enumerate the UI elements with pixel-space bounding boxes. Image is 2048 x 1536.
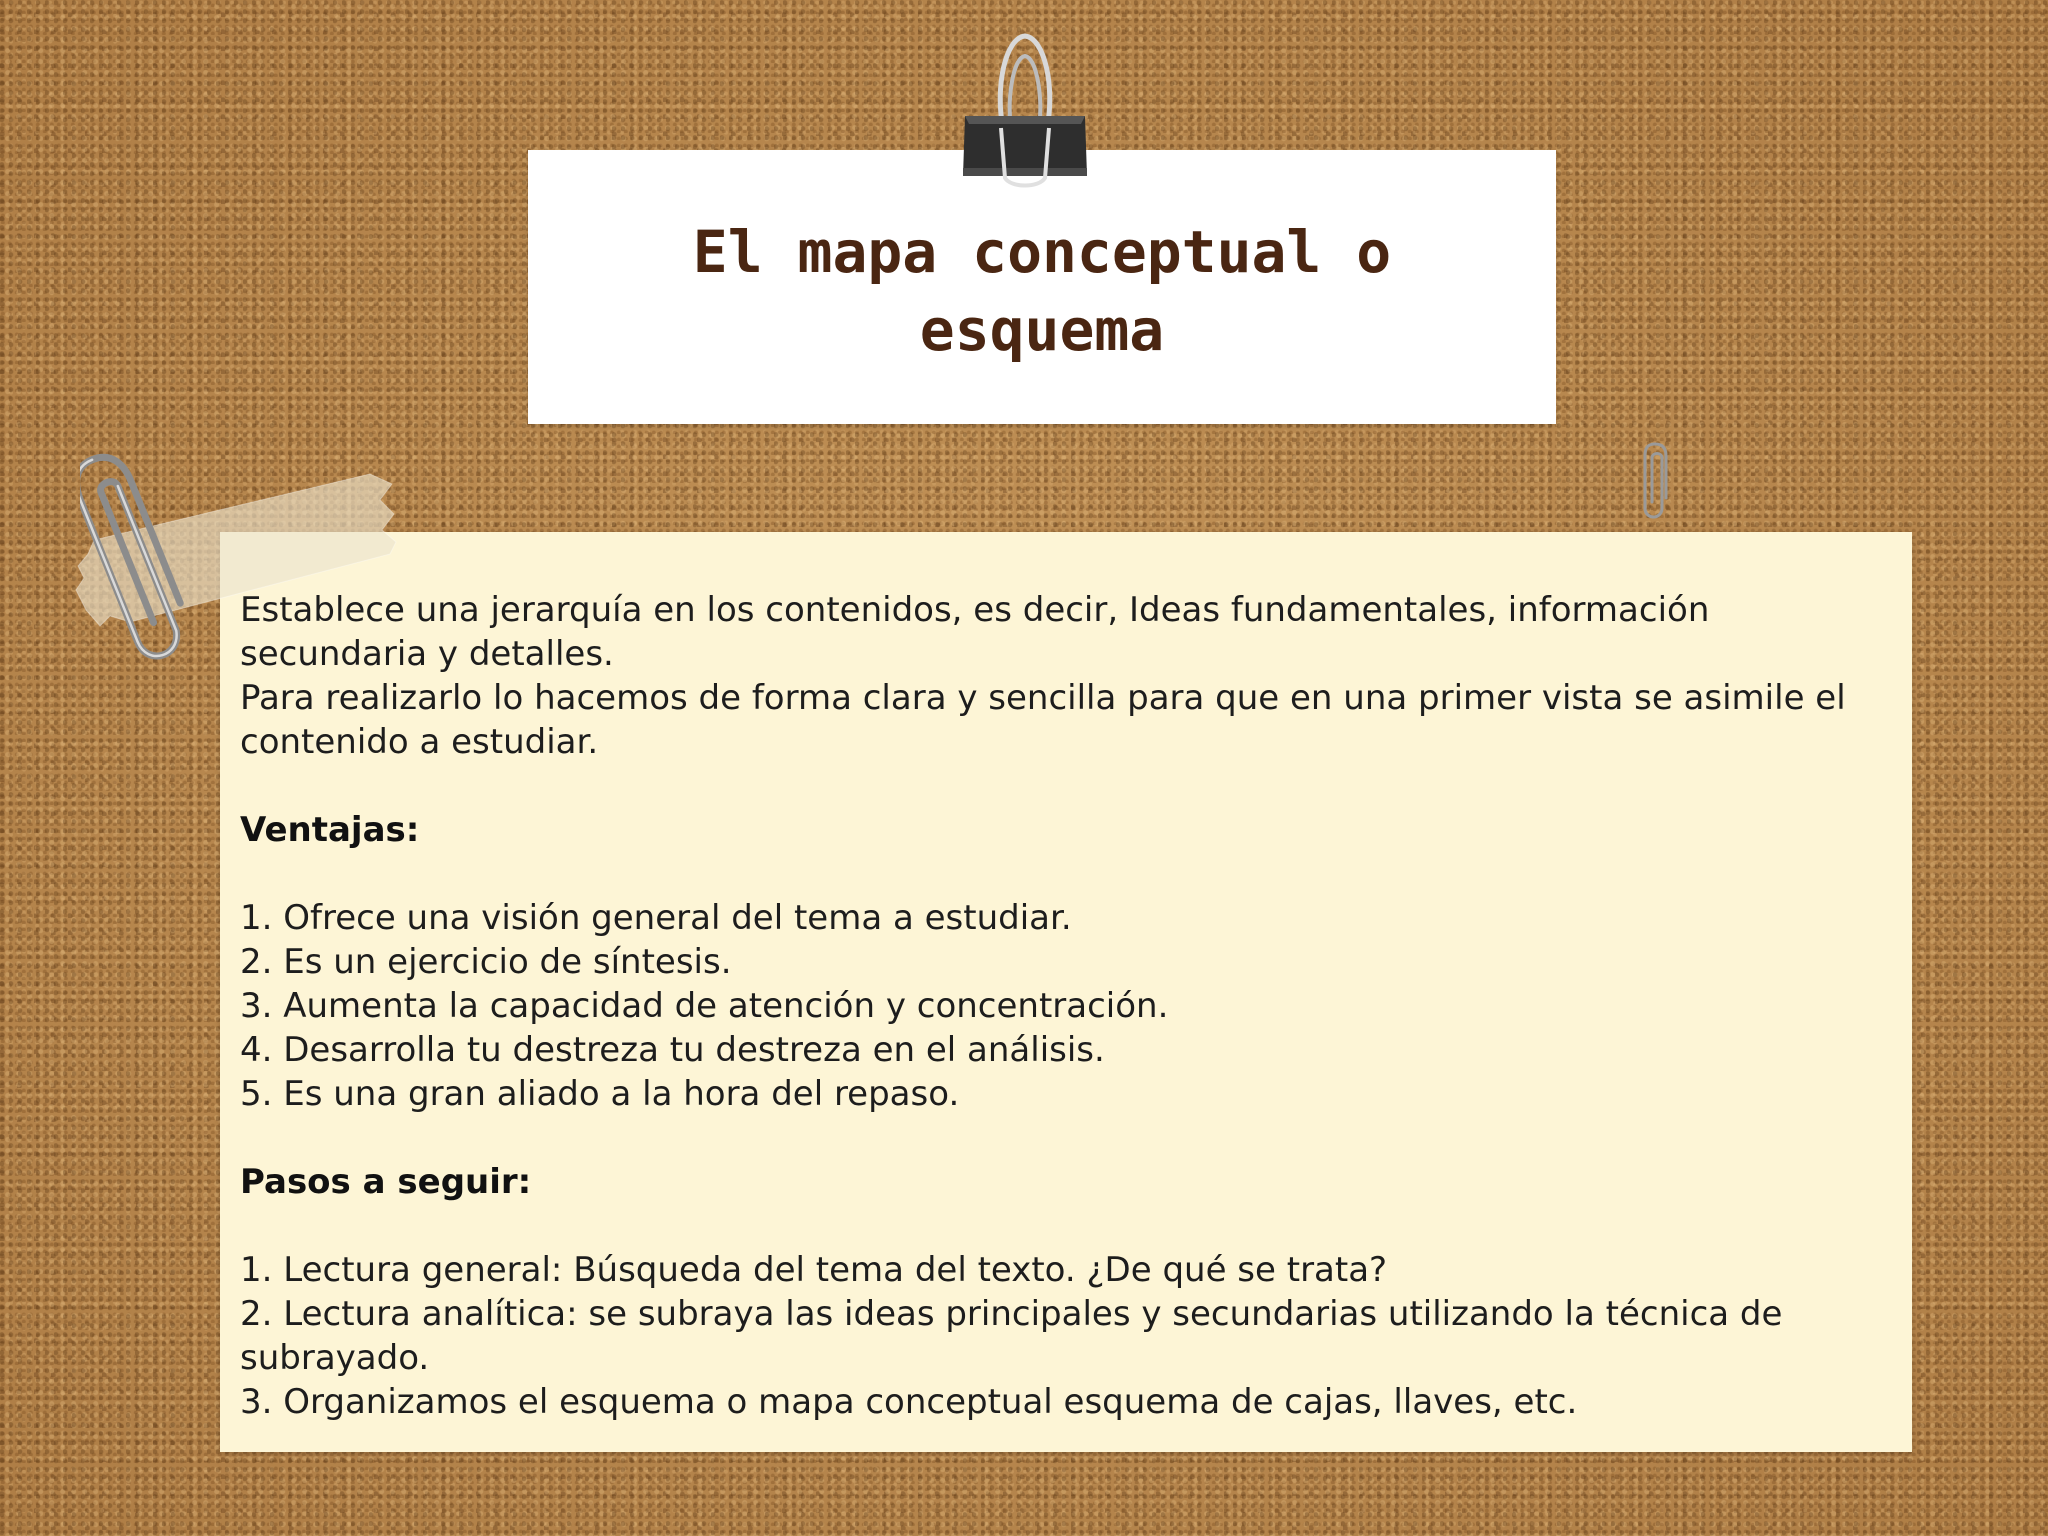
page-title: [632, 213, 1452, 369]
spacer: [240, 1204, 1900, 1248]
intro-paragraph-2: Para realizarlo lo hacemos de forma clara y sencilla para que en una primer vista se asimile el contenido a estudiar.: [240, 678, 1846, 762]
pasos-item: 2. Lectura analítica: se subraya las ideas principales y secundarias utilizando la técnica de subrayado.: [240, 1294, 1783, 1378]
ventajas-item: 3. Aumenta la capacidad de atención y concentración.: [240, 986, 1169, 1026]
title-line-2: esquema: [919, 296, 1165, 364]
binder-clip-icon: [955, 28, 1095, 188]
ventajas-item: 5. Es una gran aliado a la hora del repaso.: [240, 1074, 960, 1114]
title-card: [528, 150, 1556, 424]
spacer: [240, 1116, 1900, 1160]
pasos-item: 3. Organizamos el esquema o mapa conceptual esquema de cajas, llaves, etc.: [240, 1382, 1578, 1422]
note-body: [240, 588, 1900, 1424]
ventajas-item: 1. Ofrece una visión general del tema a estudiar.: [240, 898, 1072, 938]
spacer: [240, 852, 1900, 896]
note-card: [220, 532, 1912, 1452]
small-paperclip-icon: [1640, 440, 1670, 525]
ventajas-item: 2. Es un ejercicio de síntesis.: [240, 942, 732, 982]
intro-paragraph-1: Establece una jerarquía en los contenidos, es decir, Ideas fundamentales, información secundaria y detalles.: [240, 590, 1710, 674]
ventajas-heading: Ventajas:: [240, 810, 420, 850]
spacer: [240, 764, 1900, 808]
pasos-heading: Pasos a seguir:: [240, 1162, 532, 1202]
title-line-1: El mapa conceptual o: [692, 218, 1392, 286]
pasos-item: 1. Lectura general: Búsqueda del tema del texto. ¿De qué se trata?: [240, 1250, 1388, 1290]
paperclip-icon: [80, 435, 220, 675]
ventajas-item: 4. Desarrolla tu destreza tu destreza en el análisis.: [240, 1030, 1105, 1070]
